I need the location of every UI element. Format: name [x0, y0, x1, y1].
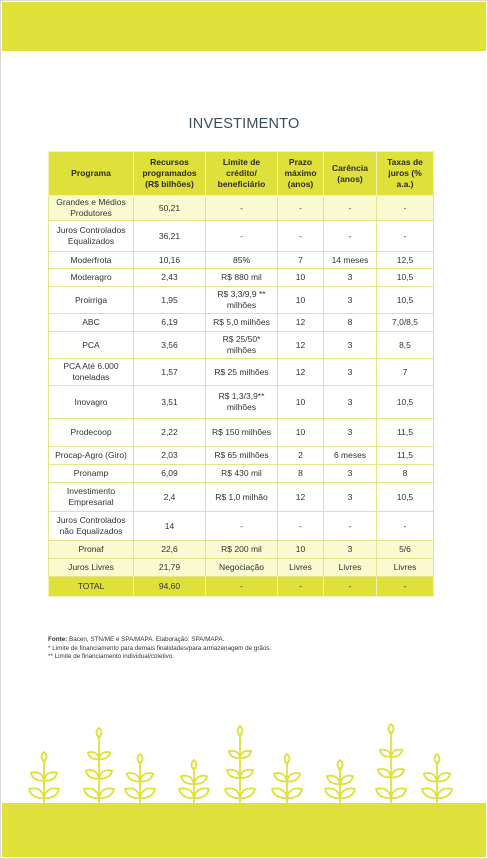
table-row — [49, 314, 434, 332]
total-cell: - — [206, 577, 278, 597]
header-programa: Programa — [49, 152, 134, 196]
table-row — [49, 359, 434, 386]
value-cell: 12,5 — [377, 252, 434, 269]
value-cell: 8,5 — [377, 332, 434, 359]
program-name-cell: Juros Controlados não Equalizados — [49, 512, 134, 541]
value-cell: R$ 150 milhões — [206, 419, 278, 447]
source-label: Fonte: — [48, 636, 68, 643]
header-prazo: Prazo máximo (anos) — [278, 152, 324, 196]
value-cell: 6,09 — [134, 465, 206, 483]
header-carencia: Carência (anos) — [324, 152, 377, 196]
value-cell: 12 — [278, 314, 324, 332]
value-cell: R$ 5,0 milhões — [206, 314, 278, 332]
total-cell: - — [377, 577, 434, 597]
investment-table — [48, 151, 434, 597]
value-cell: 12 — [278, 483, 324, 512]
value-cell: 36,21 — [134, 221, 206, 252]
value-cell: 14 meses — [324, 252, 377, 269]
value-cell: 10 — [278, 269, 324, 287]
value-cell: R$ 25 milhões — [206, 359, 278, 386]
value-cell: - — [278, 221, 324, 252]
value-cell: 3,56 — [134, 332, 206, 359]
value-cell: 10 — [278, 541, 324, 559]
program-name-cell: Inovagro — [49, 386, 134, 419]
program-name-cell: Juros Controlados Equalizados — [49, 221, 134, 252]
program-name-cell: Grandes e Médios Produtores — [49, 196, 134, 221]
value-cell: 3 — [324, 332, 377, 359]
value-cell: R$ 65 milhões — [206, 447, 278, 465]
program-name-cell: Pronaf — [49, 541, 134, 559]
header-taxas: Taxas de juros (% a.a.) — [377, 152, 434, 196]
value-cell: - — [206, 196, 278, 221]
program-name-cell: Juros Livres — [49, 559, 134, 577]
program-name-cell: Procap-Agro (Giro) — [49, 447, 134, 465]
value-cell: 12 — [278, 359, 324, 386]
value-cell: 3 — [324, 483, 377, 512]
value-cell: 6,19 — [134, 314, 206, 332]
table-row — [49, 196, 434, 221]
value-cell: - — [324, 221, 377, 252]
sprout-icon — [84, 728, 114, 804]
value-cell: 3 — [324, 287, 377, 314]
value-cell: 8 — [324, 314, 377, 332]
table-row — [49, 483, 434, 512]
value-cell: 85% — [206, 252, 278, 269]
program-name-cell: Prodecoop — [49, 419, 134, 447]
table-row — [49, 269, 434, 287]
value-cell: R$ 1,3/3,9** milhões — [206, 386, 278, 419]
value-cell: 3 — [324, 465, 377, 483]
value-cell: 3,51 — [134, 386, 206, 419]
bottom-color-band — [2, 803, 486, 857]
value-cell: 5/6 — [377, 541, 434, 559]
value-cell: - — [377, 221, 434, 252]
total-cell: - — [324, 577, 377, 597]
sprout-icon — [125, 754, 155, 804]
value-cell: - — [206, 221, 278, 252]
table-row — [49, 386, 434, 419]
table-row — [49, 447, 434, 465]
value-cell: 21,79 — [134, 559, 206, 577]
sprout-icon — [179, 760, 209, 804]
value-cell: Livres — [377, 559, 434, 577]
value-cell: R$ 3,3/9,9 ** milhões — [206, 287, 278, 314]
value-cell: 3 — [324, 359, 377, 386]
value-cell: 10,5 — [377, 269, 434, 287]
table-row — [49, 419, 434, 447]
value-cell: 10 — [278, 287, 324, 314]
program-name-cell: PCA Até 6.000 toneladas — [49, 359, 134, 386]
table-body — [49, 196, 434, 577]
sprout-icon — [29, 752, 59, 804]
sprout-icon — [325, 760, 355, 804]
value-cell: R$ 25/50* milhões — [206, 332, 278, 359]
sprout-icon — [225, 726, 255, 804]
value-cell: - — [278, 512, 324, 541]
value-cell: Livres — [324, 559, 377, 577]
table-row — [49, 332, 434, 359]
value-cell: 3 — [324, 386, 377, 419]
value-cell: 3 — [324, 541, 377, 559]
value-cell: - — [377, 196, 434, 221]
value-cell: Livres — [278, 559, 324, 577]
value-cell: 8 — [377, 465, 434, 483]
value-cell: 11,5 — [377, 447, 434, 465]
program-name-cell: Moderagro — [49, 269, 134, 287]
value-cell: 11,5 — [377, 419, 434, 447]
value-cell: 2,03 — [134, 447, 206, 465]
value-cell: 7,0/8,5 — [377, 314, 434, 332]
value-cell: 22,6 — [134, 541, 206, 559]
footnote-1: * Limite de financiamento para demais finalidades/para armazenagem de grãos. — [48, 644, 272, 652]
value-cell: 2 — [278, 447, 324, 465]
table-header-row — [49, 152, 434, 196]
program-name-cell: Moderfrota — [49, 252, 134, 269]
value-cell: R$ 1,0 milhão — [206, 483, 278, 512]
sprout-icon — [376, 724, 406, 804]
source-text: Bacen, STN/ME e SPA/MAPA. Elaboração: SPA/MAPA. — [67, 636, 225, 643]
value-cell: 8 — [278, 465, 324, 483]
value-cell: 14 — [134, 512, 206, 541]
sprouts-decoration — [2, 720, 486, 804]
value-cell: - — [324, 196, 377, 221]
top-color-band — [2, 2, 486, 51]
program-name-cell: ABC — [49, 314, 134, 332]
table-row — [49, 512, 434, 541]
footer-notes — [48, 636, 438, 662]
value-cell: 1,95 — [134, 287, 206, 314]
header-recursos: Recursos programados (R$ bilhões) — [134, 152, 206, 196]
table-row — [49, 559, 434, 577]
table-row — [49, 252, 434, 269]
footnote-2: ** Limite de financiamento individual/coletivo. — [48, 653, 175, 660]
program-name-cell: Proirriga — [49, 287, 134, 314]
value-cell: 10,16 — [134, 252, 206, 269]
total-cell: TOTAL — [49, 577, 134, 597]
value-cell: 2,22 — [134, 419, 206, 447]
value-cell: Negociação — [206, 559, 278, 577]
total-cell: - — [278, 577, 324, 597]
value-cell: 10 — [278, 386, 324, 419]
value-cell: 3 — [324, 419, 377, 447]
value-cell: 10,5 — [377, 287, 434, 314]
table-row — [49, 287, 434, 314]
value-cell: R$ 880 mil — [206, 269, 278, 287]
program-name-cell: Pronamp — [49, 465, 134, 483]
value-cell: - — [206, 512, 278, 541]
value-cell: R$ 200 mil — [206, 541, 278, 559]
program-name-cell: Investimento Empresarial — [49, 483, 134, 512]
table-row — [49, 541, 434, 559]
table-total-row — [49, 577, 434, 597]
value-cell: 12 — [278, 332, 324, 359]
value-cell: 50,21 — [134, 196, 206, 221]
value-cell: 2,4 — [134, 483, 206, 512]
value-cell: 1,57 — [134, 359, 206, 386]
header-limite: Limite de crédito/ beneficiário — [206, 152, 278, 196]
value-cell: 2,43 — [134, 269, 206, 287]
sprout-icon — [422, 754, 452, 804]
value-cell: 3 — [324, 269, 377, 287]
table-row — [49, 221, 434, 252]
sprout-icon — [272, 754, 302, 804]
value-cell: 10,5 — [377, 483, 434, 512]
page-title: INVESTIMENTO — [188, 116, 300, 132]
value-cell: 10 — [278, 419, 324, 447]
value-cell: 7 — [377, 359, 434, 386]
program-name-cell: PCA — [49, 332, 134, 359]
value-cell: 7 — [278, 252, 324, 269]
value-cell: - — [377, 512, 434, 541]
value-cell: - — [278, 196, 324, 221]
total-cell: 94,60 — [134, 577, 206, 597]
source-line — [48, 636, 438, 645]
value-cell: 6 meses — [324, 447, 377, 465]
table-row — [49, 465, 434, 483]
value-cell: R$ 430 mil — [206, 465, 278, 483]
value-cell: - — [324, 512, 377, 541]
value-cell: 10,5 — [377, 386, 434, 419]
